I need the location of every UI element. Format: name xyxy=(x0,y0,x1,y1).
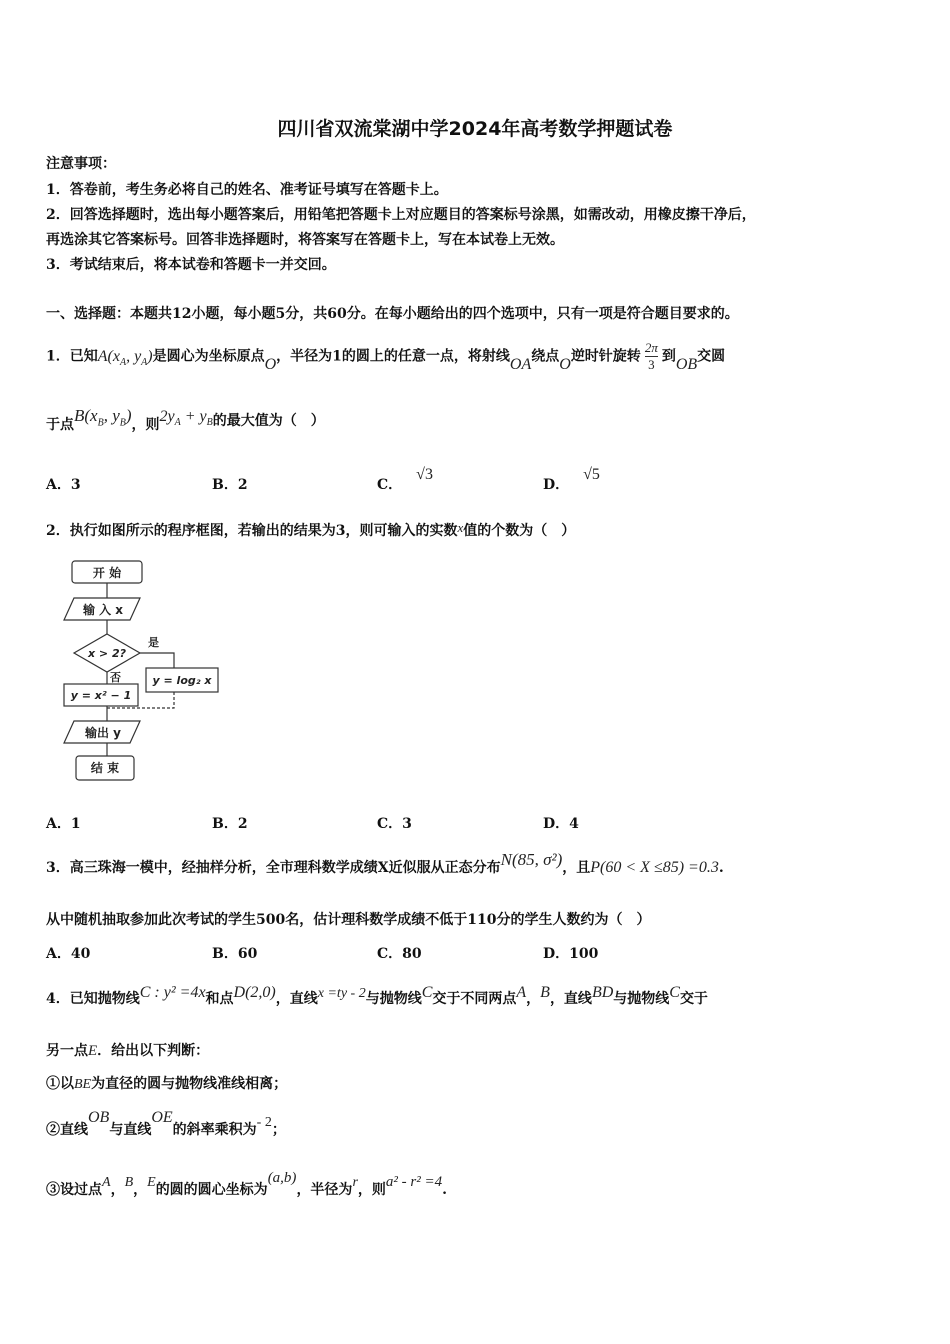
option-c[interactable]: C．3 xyxy=(377,816,412,832)
option-c[interactable]: C．√3 xyxy=(377,466,433,493)
fraction: $\frac{2\pi}{3}$ xyxy=(644,340,658,372)
notice-item: 2．回答选择题时，选出每小题答案后，用铅笔把答题卡上对应题目的答案标号涂黑，如需改动，用橡皮擦干净后， xyxy=(46,207,756,223)
option-a[interactable]: A．1 xyxy=(46,816,81,832)
option-c[interactable]: C．80 xyxy=(377,946,422,962)
flow-no: 否 xyxy=(110,671,121,684)
option-b[interactable]: B．60 xyxy=(212,946,258,962)
option-d[interactable]: D．100 xyxy=(543,946,599,962)
page-title: 四川省双流棠湖中学2024年高考数学押题试卷 xyxy=(277,118,673,140)
flow-output: 输出 y xyxy=(84,726,122,740)
question-4-line-1: 4．已知抛物线C : y² =4x和点D(2,0)，直线x =ty - 2与抛物线C交于不同两点A，B，直线BD与抛物线C交于 xyxy=(46,984,708,1007)
flow-start: 开 始 xyxy=(92,566,122,580)
question-3-line-2: 从中随机抽取参加此次考试的学生500名，估计理科数学成绩不低于110分的学生人数约为（ ） xyxy=(46,912,651,928)
question-2-line-1: 2．执行如图所示的程序框图，若输出的结果为3，则可输入的实数x值的个数为（ ） xyxy=(46,520,576,539)
section-heading: 一、选择题：本题共12小题，每小题5分，共60分。在每小题给出的四个选项中，只有一项是符合题目要求的。 xyxy=(46,306,739,322)
judgement-1: ①以BE为直径的圆与抛物线准线相离； xyxy=(46,1076,288,1092)
flow-end: 结 束 xyxy=(90,761,120,775)
question-1-line-2: 于点$B(x_B$, $y_B$)，则$2y_A + y_B$的最大值为（ ） xyxy=(46,406,325,433)
notice-item: 1．答卷前，考生务必将自己的姓名、准考证号填写在答题卡上。 xyxy=(46,182,448,198)
flow-yes: 是 xyxy=(148,636,159,649)
option-a[interactable]: A．40 xyxy=(46,946,91,962)
option-d[interactable]: D．√5 xyxy=(543,466,600,493)
option-b[interactable]: B．2 xyxy=(212,816,248,832)
flow-right-box: y = log₂ x xyxy=(152,674,212,687)
question-4-line-2: 另一点E．给出以下判断： xyxy=(46,1043,210,1059)
question-3-line-1: 3．高三珠海一模中，经抽样分析，全市理科数学成绩X近似服从正态分布N(85, σ²)，且P(60 < X ≤85) =0.3. xyxy=(46,850,724,876)
notice-item: 3．考试结束后，将本试卷和答题卡一并交回。 xyxy=(46,257,336,273)
option-d[interactable]: D．4 xyxy=(543,816,579,832)
option-b[interactable]: B．2 xyxy=(212,477,248,493)
flow-input: 输 入 x xyxy=(82,603,124,617)
flowchart xyxy=(56,556,236,788)
option-a[interactable]: A．3 xyxy=(46,477,81,493)
judgement-2: ②直线OB与直线OE的斜率乘积为- 2； xyxy=(46,1109,286,1138)
notice-item: 再选涂其它答案标号。回答非选择题时，将答案写在答题卡上，写在本试卷上无效。 xyxy=(46,232,564,248)
flow-condition: x > 2? xyxy=(87,647,127,660)
question-1-line-1: 1．已知$A(x_A$, $y_A$)是圆心为坐标原点O，半径为1的圆上的任意一点，将射线OA绕点O逆时针旋转 $\frac{2\pi}{3}$ 到OB交圆 xyxy=(46,340,726,373)
judgement-3: ③设过点A，B，E的圆的圆心坐标为(a,b)，半径为r，则a² - r² =4. xyxy=(46,1170,447,1198)
notice-heading: 注意事项： xyxy=(46,156,116,172)
flow-left-box: y = x² − 1 xyxy=(70,689,132,702)
